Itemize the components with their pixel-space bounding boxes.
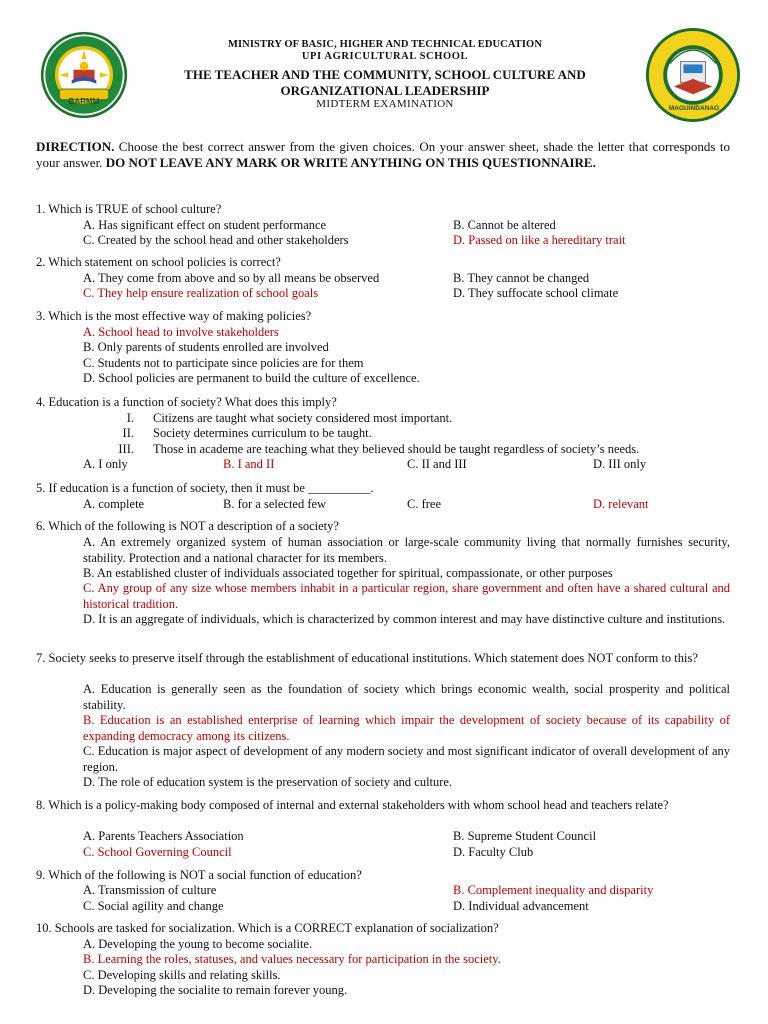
question-6-text: 6. Which of the following is NOT a description of a society?: [36, 519, 339, 533]
ministry-heading: MINISTRY OF BASIC, HIGHER AND TECHNICAL EDUCATION: [227, 39, 543, 50]
q2-option-d: D. They suffocate school climate: [453, 286, 619, 300]
q3-option-c: C. Students not to participate since policies are for them: [83, 356, 364, 370]
question-9-text: 9. Which of the following is NOT a social function of education?: [36, 868, 362, 882]
q5-option-a: A. complete: [83, 497, 145, 511]
q4-statement-2: Society determines curriculum to be taught.: [153, 426, 372, 440]
q4-option-d: D. III only: [593, 457, 647, 471]
question-10: [36, 921, 730, 1001]
page-title: [150, 67, 620, 99]
question-2: [36, 255, 730, 303]
q7-option-a: A. Education is generally seen as the foundation of society which brings economic wealth, social prosperity and political stability.: [83, 682, 730, 712]
q4-option-b-answer: B. I and II: [223, 457, 275, 471]
question-3-text: 3. Which is the most effective way of making policies?: [36, 309, 312, 323]
q4-roman-2: II.: [122, 426, 134, 440]
q6-option-a: A. An extremely organized system of human association or large-scale community living that normally furnishes security, stability. Protection and a national character for its members.: [83, 535, 730, 565]
seal-left-band-text: BARMM: [68, 97, 100, 106]
exam-type: MIDTERM EXAMINATION: [316, 98, 454, 110]
q4-statement-1: Citizens are taught what society considered most important.: [153, 411, 453, 425]
question-5-text: 5. If education is a function of society, then it must be __________.: [36, 481, 374, 495]
q7-option-c: C. Education is major aspect of development of any modern society and most significant indicator of overall development of any region.: [83, 744, 730, 774]
question-7: [36, 651, 730, 791]
question-7-text: 7. Society seeks to preserve itself through the establishment of educational institutions. Which statement does NOT conform to this?: [36, 651, 698, 665]
question-1-text: 1. Which is TRUE of school culture?: [36, 202, 222, 216]
q9-option-c: C. Social agility and change: [83, 899, 224, 913]
q8-option-d: D. Faculty Club: [453, 845, 534, 859]
q9-option-d: D. Individual advancement: [453, 899, 589, 913]
question-9: [36, 868, 730, 916]
question-8: [36, 798, 730, 862]
question-3: [36, 309, 730, 389]
q1-option-b: B. Cannot be altered: [453, 218, 556, 232]
question-2-text: 2. Which statement on school policies is correct?: [36, 255, 281, 269]
question-10-text: 10. Schools are tasked for socialization. Which is a CORRECT explanation of socialization?: [36, 921, 499, 935]
q8-option-a: A. Parents Teachers Association: [83, 829, 244, 843]
q7-option-b-answer: B. Education is an established enterprise of learning which impair the development of society because of its capability of expanding democracy among its citizens.: [83, 713, 730, 743]
direction-emphasis: DO NOT LEAVE ANY MARK OR WRITE ANYTHING ON THIS QUESTIONNAIRE.: [105, 155, 596, 170]
q10-option-a: A. Developing the young to become socialite.: [83, 937, 313, 951]
q4-option-a: A. I only: [83, 457, 128, 471]
question-8-text: 8. Which is a policy-making body composed of internal and external stakeholders with whom school head and teachers relate?: [36, 798, 669, 812]
q6-option-c-answer: C. Any group of any size whose members inhabit in a particular region, share government and often have a shared cultural and historical tradition.: [83, 581, 730, 611]
q2-option-c-answer: C. They help ensure realization of school goals: [83, 286, 319, 300]
school-heading: UPI AGRICULTURAL SCHOOL: [301, 51, 469, 62]
q8-option-c-answer: C. School Governing Council: [83, 845, 232, 859]
direction-label: DIRECTION.: [36, 139, 115, 154]
q4-roman-1: I.: [126, 411, 134, 425]
q9-option-a: A. Transmission of culture: [83, 883, 217, 897]
question-4: [36, 395, 730, 475]
q2-option-b: B. They cannot be changed: [453, 271, 590, 285]
title-line-2: ORGANIZATIONAL LEADERSHIP: [280, 83, 490, 98]
q3-option-d: D. School policies are permanent to build the culture of excellence.: [83, 371, 420, 385]
q1-option-a: A. Has significant effect on student performance: [83, 218, 327, 232]
q6-option-d: D. It is an aggregate of individuals, which is characterized by common interest and may have distinctive culture and institutions.: [83, 612, 726, 626]
question-1: [36, 202, 730, 250]
q3-option-b: B. Only parents of students enrolled are involved: [83, 340, 329, 354]
q10-option-b-answer: B. Learning the roles, statuses, and values necessary for participation in the society.: [83, 952, 501, 966]
q4-statement-3: Those in academe are teaching what they believed should be taught regardless of society’s needs.: [153, 442, 640, 456]
q5-option-c: C. free: [407, 497, 442, 511]
q10-option-c: C. Developing skills and relating skills.: [83, 968, 281, 982]
direction-paragraph: [36, 139, 730, 171]
q10-option-d: D. Developing the socialite to remain forever young.: [83, 983, 348, 997]
q3-option-a-answer: A. School head to involve stakeholders: [83, 325, 279, 339]
seal-right-bottom-text: MAGUINDANAO: [668, 105, 720, 112]
q8-option-b: B. Supreme Student Council: [453, 829, 597, 843]
q7-option-d: D. The role of education system is the preservation of society and culture.: [83, 775, 453, 789]
q4-roman-3: III.: [118, 442, 134, 456]
title-line-1: THE TEACHER AND THE COMMUNITY, SCHOOL CULTURE AND: [184, 67, 586, 82]
q1-option-d-answer: D. Passed on like a hereditary trait: [453, 233, 626, 247]
q9-option-b-answer: B. Complement inequality and disparity: [453, 883, 654, 897]
question-4-text: 4. Education is a function of society? What does this imply?: [36, 395, 337, 409]
q6-option-b: B. An established cluster of individuals associated together for spiritual, compassionate, or other purposes: [83, 566, 613, 580]
q2-option-a: A. They come from above and so by all means be observed: [83, 271, 380, 285]
q5-option-b: B. for a selected few: [223, 497, 327, 511]
direction-text: Choose the best correct answer from the given choices. On your answer sheet, shade the letter that corresponds to your answer.: [36, 139, 730, 170]
q5-option-d-answer: D. relevant: [593, 497, 649, 511]
question-5: [36, 481, 730, 513]
q4-option-c: C. II and III: [407, 457, 467, 471]
question-6: [36, 519, 730, 643]
q1-option-c: C. Created by the school head and other stakeholders: [83, 233, 349, 247]
